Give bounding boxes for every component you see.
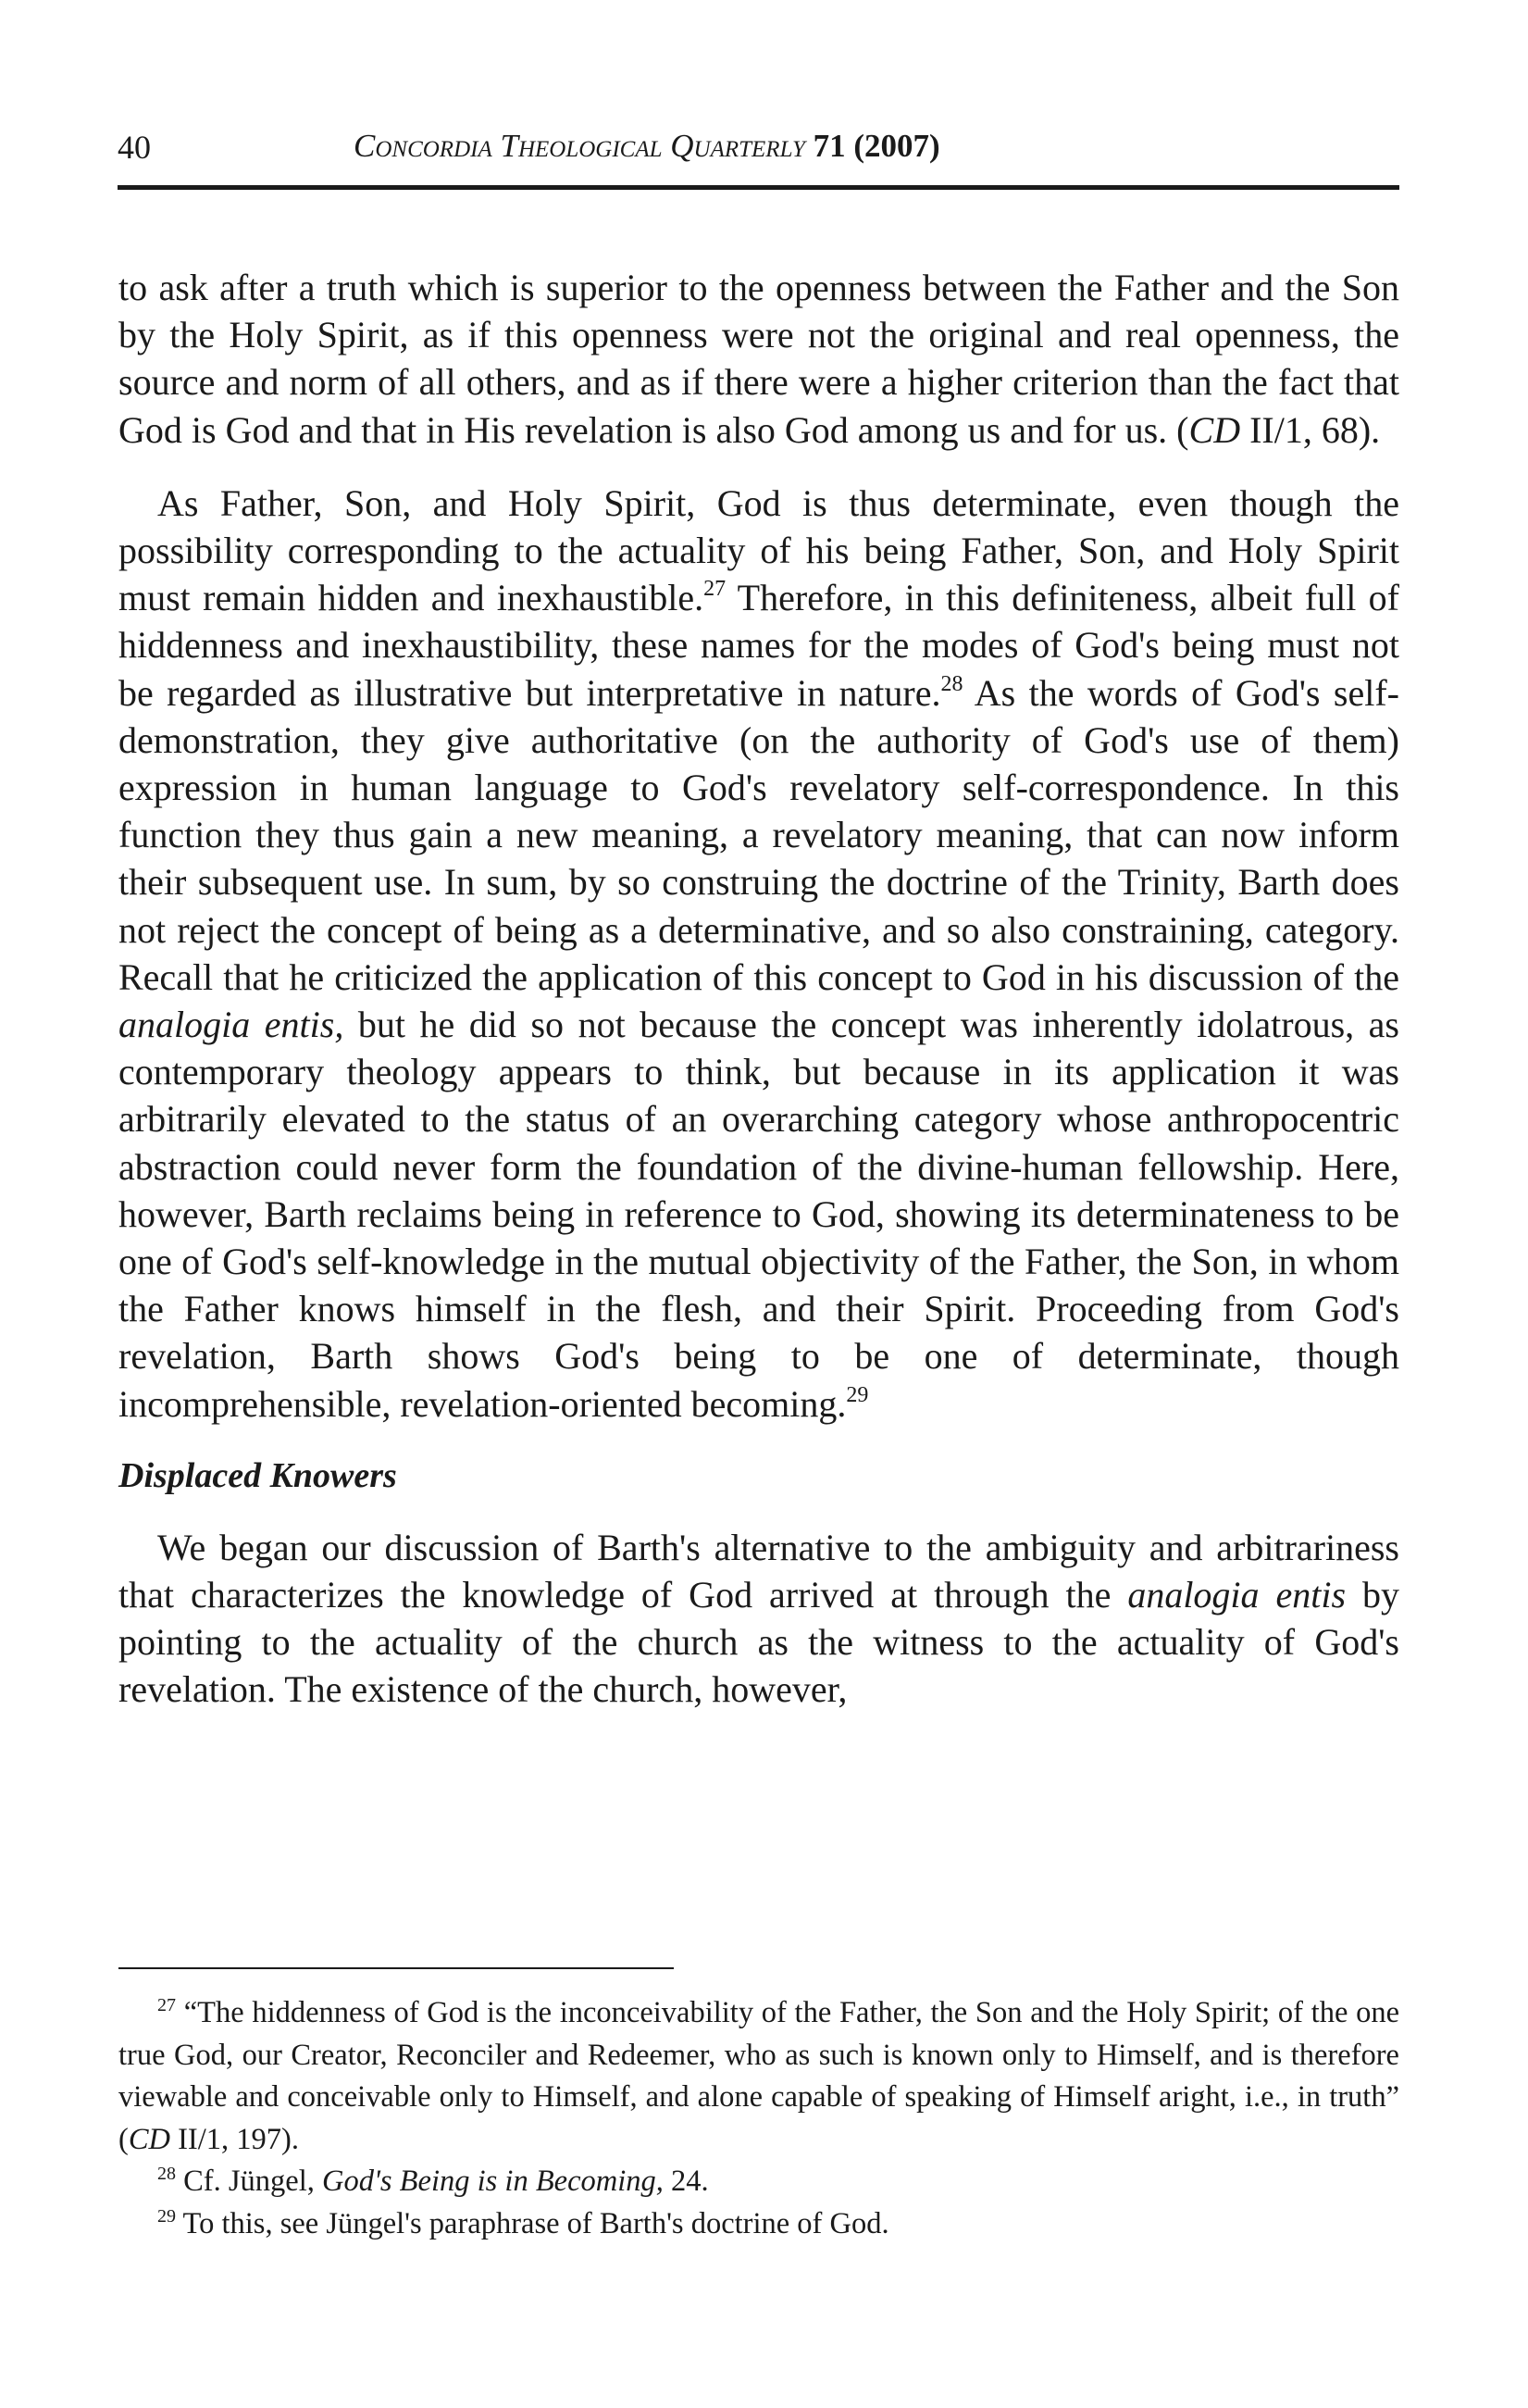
para1-text-c: As the words of God's self-demonstration, they give authoritative (on the authority of God's use of them) expression in human language to God's revelatory self-correspondence. In this function they thus gain a new meaning, a revelatory meaning, that can now inform their subsequent use. In sum, by so construing the doctrine of the Trinity, Barth does not reject the concept of being as a determinative, and so also constraining, category. Recall that he criticized the application of this concept to God in his discussion of the bbox=[118, 671, 1399, 998]
page-number: 40 bbox=[118, 129, 151, 166]
paragraph-2 bbox=[118, 1524, 1399, 1714]
block-quote bbox=[118, 264, 1399, 454]
article-body bbox=[118, 264, 1399, 1740]
footnote-28 bbox=[118, 2161, 1399, 2203]
footnote-number: 28 bbox=[157, 2164, 176, 2184]
para1-italic-term: analogia entis, bbox=[118, 1004, 344, 1046]
volume-year: 71 (2007) bbox=[813, 128, 940, 164]
para2-text-b: by pointing to the actuality of the church as the witness to the actuality of God's revelation. The existence of the church, however, bbox=[118, 1574, 1400, 1711]
footnote-29 bbox=[118, 2203, 1399, 2246]
para1-text-a: As Father, Son, and Holy Spirit, God is thus determinate, even though the possibility corresponding to the actuality of his being Father, Son, and Holy Spirit must remain hidden and inexhaustible. bbox=[118, 481, 1399, 619]
journal-name: Concordia Theological Quarterly bbox=[354, 128, 805, 164]
para1-text-b: Therefore, in this definiteness, albeit full of hiddenness and inexhaustibility, these names for the modes of God's being must not be regarded as illustrative but interpretative in nature. bbox=[118, 577, 1400, 714]
running-head bbox=[118, 128, 1399, 183]
footnote-number: 27 bbox=[157, 1995, 176, 2015]
para1-text-d: but he did so not because the concept was inherently idolatrous, as contemporary theology appears to think, but because in its application it was arbitrarily elevated to the status of an overarching category whose anthropocentric abstraction could never form the foundation of the divine-human fellowship. Here, however, Barth reclaims being in reference to God, showing its determinateness to be one of God's self-knowledge in the mutual objectivity of the Father, the Son, in whom the Father knows himself in the flesh, and their Spirit. Proceeding from God's revelation, Barth shows God's being to be one of determinate, though incomprehensible, revelation-oriented becoming. bbox=[118, 1004, 1399, 1425]
footnote-italic: CD bbox=[128, 2122, 170, 2156]
footnote-text: 24. bbox=[663, 2165, 709, 2198]
footnote-ref-27[interactable]: 27 bbox=[703, 577, 727, 602]
footnotes bbox=[118, 1992, 1399, 2245]
paragraph-1 bbox=[118, 480, 1399, 1428]
footnote-rule bbox=[118, 1967, 674, 1969]
footnote-text: To this, see Jüngel's paraphrase of Barth's doctrine of God. bbox=[176, 2206, 889, 2240]
header-rule bbox=[118, 185, 1399, 190]
footnote-text: “The hiddenness of God is the inconceivability of the Father, the Son and the Holy Spirit; of the one true God, our Creator, Reconciler and Redeemer, who as such is known only to Himself, and is therefore viewable and conceivable only to Himself, and alone capable of speaking of Himself aright, i.e., in truth” ( bbox=[118, 1996, 1399, 2156]
journal-title bbox=[354, 128, 940, 165]
footnote-italic: God's Being is in Becoming, bbox=[321, 2165, 664, 2198]
quote-text: to ask after a truth which is superior to the openness between the Father and the Son by the Holy Spirit, as if this openness were not the original and real openness, the source and norm of all others, and as if there were a higher criterion than the fact that God is God and that in His revelation is also God among us and for us. ( bbox=[118, 267, 1399, 451]
footnote-number: 29 bbox=[157, 2205, 176, 2227]
section-heading: Displaced Knowers bbox=[118, 1455, 397, 1495]
footnote-ref-28[interactable]: 28 bbox=[940, 671, 963, 696]
quote-cite-italic: CD bbox=[1188, 408, 1241, 451]
footnote-27 bbox=[118, 1992, 1399, 2161]
quote-cite: II/1, 68). bbox=[1240, 408, 1381, 451]
footnote-text: II/1, 197). bbox=[169, 2122, 299, 2156]
footnote-text: Cf. Jüngel, bbox=[176, 2165, 322, 2198]
para2-italic-term: analogia entis bbox=[1127, 1574, 1347, 1616]
para2-text-a: We began our discussion of Barth's alternative to the ambiguity and arbitrariness that characterizes the knowledge of God arrived at through the bbox=[118, 1526, 1399, 1616]
footnote-ref-29[interactable]: 29 bbox=[846, 1382, 869, 1407]
